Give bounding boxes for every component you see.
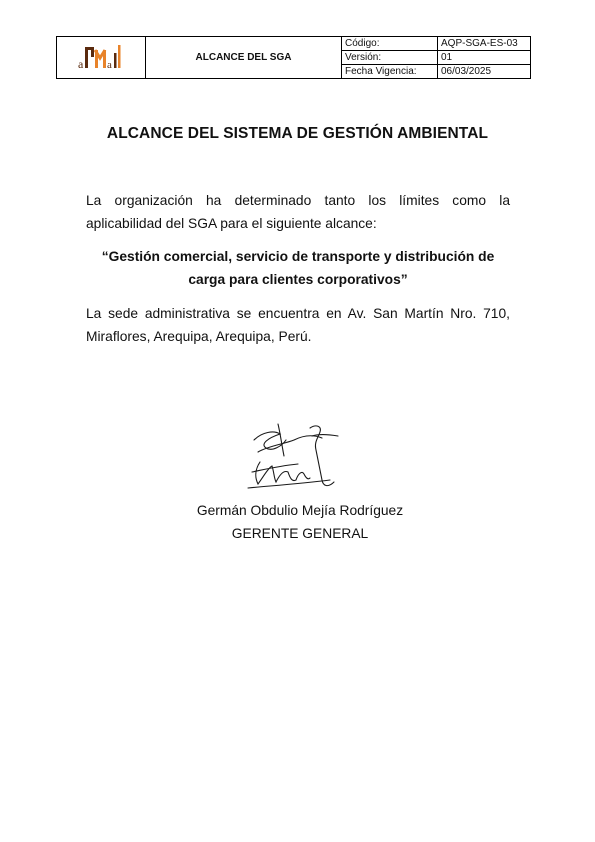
document-header bbox=[56, 36, 531, 79]
scope-line-2: carga para clientes corporativos” bbox=[188, 272, 408, 287]
intro-paragraph: La organización ha determinado tanto los límites como la aplicabilidad del SGA para el siguiente alcance: bbox=[86, 193, 510, 231]
date-value: 06/03/2025 bbox=[438, 65, 531, 79]
logo-cell bbox=[57, 37, 146, 79]
company-logo bbox=[76, 41, 126, 71]
document-title: ALCANCE DEL SISTEMA DE GESTIÓN AMBIENTAL bbox=[106, 125, 489, 142]
svg-text:a: a bbox=[78, 56, 84, 71]
scope-line-1: “Gestión comercial, servicio de transporte y distribución de bbox=[101, 249, 495, 264]
address-paragraph: La sede administrativa se encuentra en Av. San Martín Nro. 710, Miraflores, Arequipa, Arequipa, Perú. bbox=[86, 306, 510, 344]
signer-role: GERENTE GENERAL bbox=[231, 526, 369, 541]
code-label: Código: bbox=[342, 37, 438, 51]
handwritten-signature bbox=[238, 422, 348, 494]
svg-text:a: a bbox=[107, 58, 112, 71]
code-value: AQP-SGA-ES-03 bbox=[438, 37, 531, 51]
version-value: 01 bbox=[438, 51, 531, 65]
date-label: Fecha Vigencia: bbox=[342, 65, 438, 79]
scope-statement bbox=[86, 245, 510, 291]
signer-name: Germán Obdulio Mejía Rodríguez bbox=[196, 503, 404, 518]
header-title: ALCANCE DEL SGA bbox=[146, 37, 342, 79]
version-label: Versión: bbox=[342, 51, 438, 65]
